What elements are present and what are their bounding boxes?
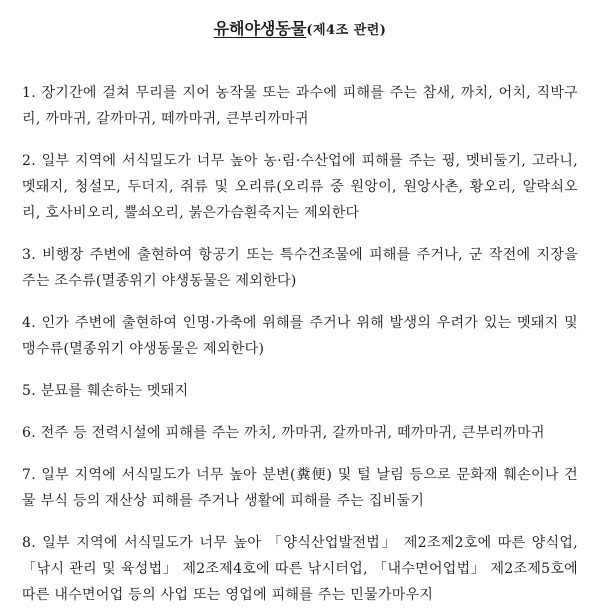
list-item: 4. 인가 주변에 출현하여 인명·가축에 위해를 주거나 위해 발생의 우려가 있는 멧돼지 및 맹수류(멸종위기 야생동물은 제외한다) — [22, 315, 578, 357]
list-item: 7. 일부 지역에 서식밀도가 너무 높아 분변(糞便) 및 털 날림 등으로 문화재 훼손이나 건물 부식 등의 재산상 피해를 주거나 생활에 피해를 주는 집비둘기 — [22, 467, 578, 509]
wildlife-list — [22, 80, 578, 608]
list-item: 1. 장기간에 걸쳐 무리를 지어 농작물 또는 과수에 피해를 주는 참새, 까치, 어치, 직박구리, 까마귀, 갈까마귀, 떼까마귀, 큰부리까마귀 — [22, 85, 578, 127]
title-main: 유해야생동물 — [213, 19, 307, 38]
title-subtitle: (제4조 관련) — [306, 23, 387, 38]
list-item: 3. 비행장 주변에 출현하여 항공기 또는 특수건조물에 피해를 주거나, 군 작전에 지장을 주는 조수류(멸종위기 야생동물은 제외한다) — [22, 247, 578, 289]
list-item: 5. 분묘를 훼손하는 멧돼지 — [22, 383, 189, 399]
list-item: 8. 일부 지역에 서식밀도가 너무 높아 「양식산업발전법」 제2조제2호에 따른 양식업, 「낚시 관리 및 육성법」 제2조제4호에 따른 낚시터업, 「내수면어업법」 제2조제5호에 따른 내수면어업 등의 사업 또는 영업에 피해를 주는 민물가마우지 — [22, 535, 578, 603]
list-item: 6. 전주 등 전력시설에 피해를 주는 까치, 까마귀, 갈까마귀, 떼까마귀, 큰부리까마귀 — [22, 425, 545, 441]
document-title — [22, 8, 578, 38]
list-item: 2. 일부 지역에 서식밀도가 너무 높아 농·림·수산업에 피해를 주는 꿩, 멧비둘기, 고라니, 멧돼지, 청설모, 두더지, 쥐류 및 오리류(오리류 중 원앙이, 원앙사촌, 황오리, 알락쇠오리, 호사비오리, 뿔쇠오리, 붉은가슴흰죽지는 제외한다 — [22, 153, 578, 221]
